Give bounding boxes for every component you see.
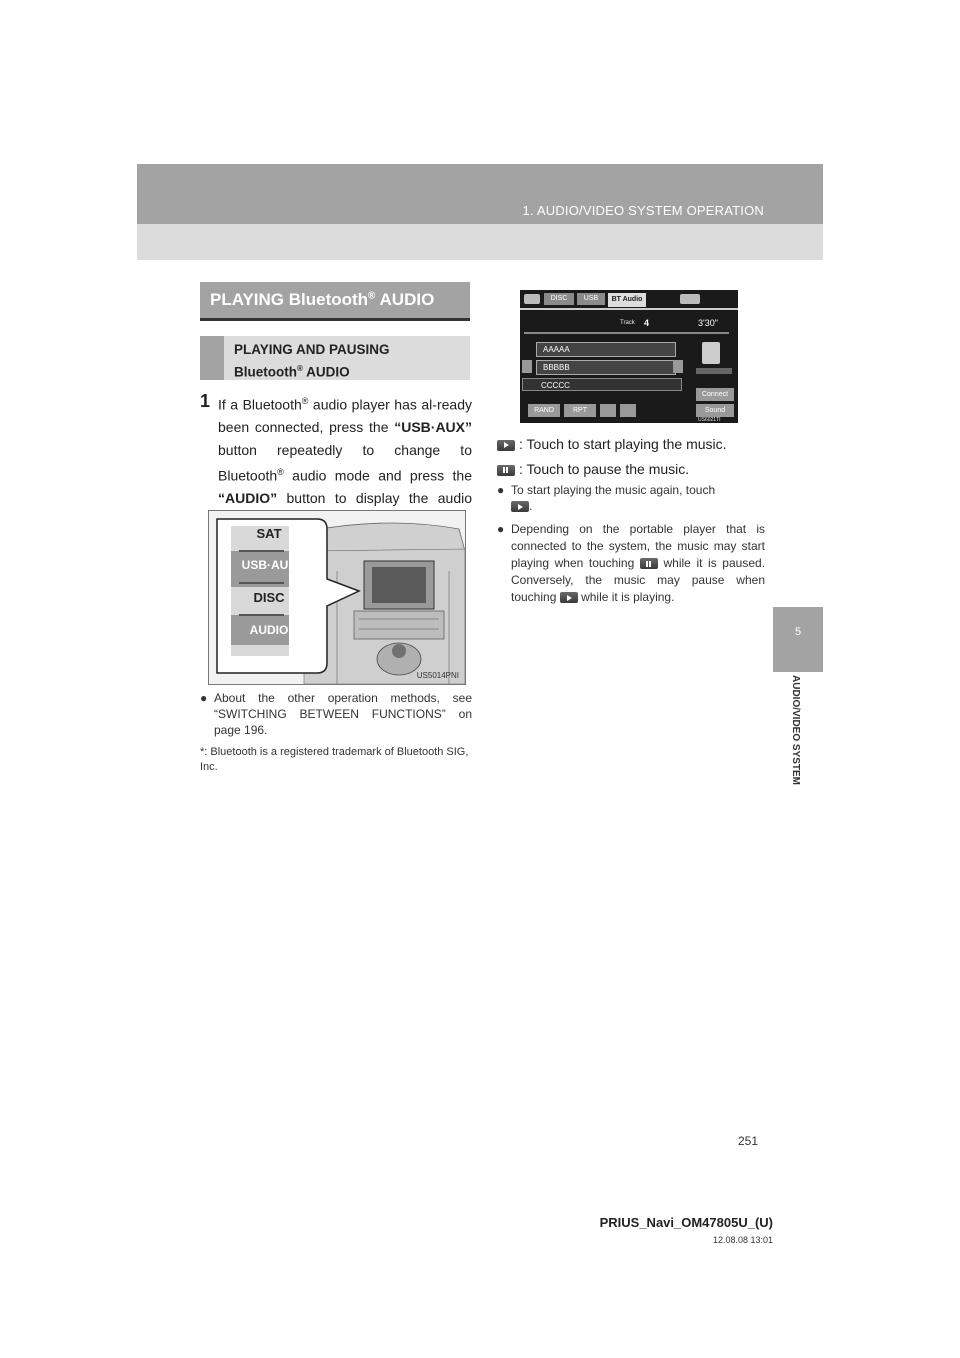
- pause-button-icon: [620, 404, 636, 417]
- track-label: Track: [620, 320, 635, 326]
- tab-divider: [520, 308, 738, 310]
- chapter-tab: [773, 607, 823, 672]
- tab-bt-audio: BT Audio: [608, 293, 646, 307]
- play-icon: [560, 592, 578, 603]
- usb-aux-button-label: USB·AUX: [241, 558, 297, 572]
- progress-bar: [524, 332, 729, 334]
- back-arrow-icon: [524, 294, 540, 304]
- tab-disc: DISC: [544, 293, 574, 305]
- title-row: CCCCC: [522, 378, 682, 391]
- connect-button: Connect: [696, 388, 734, 401]
- step-text: If a Bluetooth® audio player has al-ready been connected, press the “USB·AUX” button repeatedly to change to Bluetooth® audio mode and press the “AUDIO” button to display the audio: [218, 396, 472, 507]
- play-icon: [497, 440, 515, 451]
- prev-track-button: [522, 360, 532, 373]
- rand-button: RAND: [528, 404, 560, 417]
- audio-button-label: AUDIO: [249, 623, 289, 637]
- next-track-button: [673, 360, 683, 373]
- figure-code: US5014PNI: [416, 671, 459, 680]
- sound-button: Sound: [696, 404, 734, 417]
- section-header-title: 1. AUDIO/VIDEO SYSTEM OPERATION: [522, 203, 764, 218]
- bullet-resume: ● To start playing the music again, touch .: [497, 483, 716, 513]
- page-number: 251: [738, 1134, 759, 1148]
- play-description: : Touch to start playing the music.: [497, 436, 727, 452]
- bullet-portable-player: ● Depending on the portable player that is connected to the system, the music may start playing when touching while it is paused. Conversely, the music may pause when touching while it is playing.: [497, 522, 766, 604]
- footnote: *: Bluetooth is a registered trademark of Bluetooth SIG, Inc.: [200, 746, 469, 773]
- pause-icon: [640, 558, 658, 569]
- chapter-label: AUDIO/VIDEO SYSTEM: [790, 675, 801, 786]
- play-icon: [511, 501, 529, 512]
- track-time: 3'30": [698, 318, 718, 328]
- dashboard-illustration: [208, 510, 466, 685]
- bullet-dot: ●: [497, 483, 505, 497]
- section-heading: PLAYING Bluetooth® AUDIO: [210, 290, 435, 309]
- artist-row: AAAAA: [536, 342, 676, 357]
- tab-usb: USB: [577, 293, 605, 305]
- pause-icon: [497, 465, 515, 476]
- screen-figure-code: US6021TI: [698, 417, 721, 423]
- chapter-number: 5: [794, 626, 802, 638]
- chapter-label-container: [787, 675, 803, 825]
- album-row: BBBBB: [536, 360, 676, 375]
- bullet-other-methods: ● About the other operation methods, see “SWITCHING BETWEEN FUNCTIONS” on page 196.: [200, 691, 472, 737]
- play-button-icon: [600, 404, 616, 417]
- document-id: PRIUS_Navi_OM47805U_(U): [599, 1215, 773, 1230]
- bt-audio-screen: [520, 290, 738, 423]
- document-date: 12.08.08 13:01: [712, 1235, 773, 1245]
- pause-description: : Touch to pause the music.: [497, 461, 689, 477]
- forward-arrow-icon: [680, 294, 700, 304]
- bullet-dot: ●: [497, 522, 505, 536]
- step-number: 1: [200, 391, 211, 411]
- bullet-dot: ●: [200, 691, 208, 705]
- signal-indicator: [696, 368, 732, 374]
- subsection-heading: PLAYING AND PAUSING Bluetooth® AUDIO: [234, 342, 390, 380]
- bt-device-icon: [702, 342, 720, 364]
- header-subband: [137, 224, 823, 260]
- sat-button-label: SAT: [256, 526, 282, 541]
- disc-button-label: DISC: [253, 590, 285, 605]
- subsection-heading-bar: [200, 336, 224, 380]
- track-number: 4: [644, 318, 650, 328]
- rpt-button: RPT: [564, 404, 596, 417]
